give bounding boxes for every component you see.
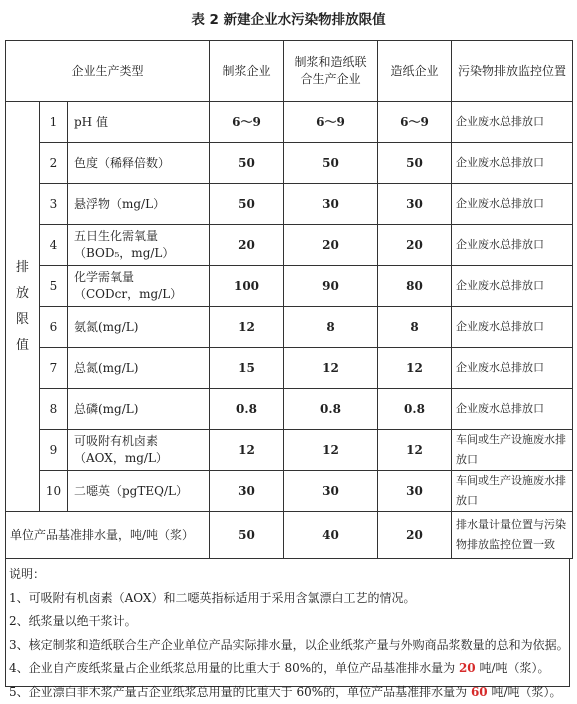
monitor-line1: 企业废水总排放口 xyxy=(456,156,544,169)
monitor-position xyxy=(452,430,573,471)
pollutant-line1: 化学需氧量 xyxy=(74,270,134,284)
pollutant-line1: pH 值 xyxy=(74,115,108,129)
row-number: 2 xyxy=(40,143,68,184)
row-number: 9 xyxy=(40,430,68,471)
table-row xyxy=(6,266,573,307)
note-5-value: 60 xyxy=(471,685,488,699)
joint-value: 50 xyxy=(284,143,378,184)
note-3: 3、核定制浆和造纸联合生产企业单位产品实际排水量，以企业纸浆产量与外购商品浆数量的总和为依据。 xyxy=(9,634,569,658)
footer-position-line2: 物排放监控位置一致 xyxy=(456,538,555,551)
monitor-line1: 企业废水总排放口 xyxy=(456,197,544,210)
monitor-position xyxy=(452,471,573,512)
pollutant-line1: 色度（稀释倍数） xyxy=(74,156,170,170)
footer-position xyxy=(452,512,573,559)
pollutant-line1: 总氮(mg/L) xyxy=(74,361,138,375)
monitor-line1: 企业废水总排放口 xyxy=(456,115,544,128)
pollutant-line2: （CODcr，mg/L） xyxy=(74,287,182,301)
pulp-value: 15 xyxy=(210,348,284,389)
paper-value: 12 xyxy=(378,348,452,389)
paper-value: 12 xyxy=(378,430,452,471)
pollutant-item xyxy=(68,266,210,307)
note-5-unit: 吨/吨（浆）。 xyxy=(488,685,562,699)
joint-value: 30 xyxy=(284,184,378,225)
note-4-text: 4、企业自产废纸浆量占企业纸浆总用量的比重大于 80%的，单位产品基准排水量为 xyxy=(9,661,459,675)
joint-value: 8 xyxy=(284,307,378,348)
monitor-line1: 车间或生产设施废水排 xyxy=(456,433,566,446)
table-row xyxy=(6,225,573,266)
joint-value: 6～9 xyxy=(284,102,378,143)
pulp-value: 20 xyxy=(210,225,284,266)
pollutant-item xyxy=(68,225,210,266)
pollutant-line1: 可吸附有机卤素 xyxy=(74,434,158,448)
monitor-line2: 放口 xyxy=(456,494,478,507)
pollutant-line1: 五日生化需氧量 xyxy=(74,229,158,243)
side-label-char: 值 xyxy=(8,333,37,359)
header-type: 企业生产类型 xyxy=(6,41,210,102)
paper-value: 50 xyxy=(378,143,452,184)
row-number: 5 xyxy=(40,266,68,307)
table-row xyxy=(6,102,573,143)
joint-value: 30 xyxy=(284,471,378,512)
paper-value: 30 xyxy=(378,471,452,512)
footer-label: 单位产品基准排水量，吨/吨（浆） xyxy=(6,512,210,559)
paper-value: 8 xyxy=(378,307,452,348)
monitor-position xyxy=(452,102,573,143)
side-label-char: 排 xyxy=(8,255,37,281)
header-paper: 造纸企业 xyxy=(378,41,452,102)
side-label xyxy=(6,102,40,512)
side-label-char: 放 xyxy=(8,281,37,307)
pollutant-item xyxy=(68,430,210,471)
table-row xyxy=(6,184,573,225)
notes-heading: 说明： xyxy=(9,563,569,587)
monitor-position xyxy=(452,225,573,266)
joint-value: 90 xyxy=(284,266,378,307)
joint-value: 12 xyxy=(284,430,378,471)
monitor-position xyxy=(452,389,573,430)
pollutant-line1: 氨氮(mg/L) xyxy=(74,320,138,334)
pulp-value: 0.8 xyxy=(210,389,284,430)
monitor-line2: 放口 xyxy=(456,453,478,466)
table-row xyxy=(6,471,573,512)
row-number: 4 xyxy=(40,225,68,266)
row-number: 8 xyxy=(40,389,68,430)
pulp-value: 50 xyxy=(210,143,284,184)
row-number: 7 xyxy=(40,348,68,389)
note-4 xyxy=(9,657,569,681)
paper-value: 30 xyxy=(378,184,452,225)
pollutant-line2: （BOD₅，mg/L） xyxy=(74,246,174,260)
table-body xyxy=(6,102,573,512)
note-1: 1、可吸附有机卤素（AOX）和二噁英指标适用于采用含氯漂白工艺的情况。 xyxy=(9,587,569,611)
note-5 xyxy=(9,681,569,704)
table-row xyxy=(6,348,573,389)
row-number: 1 xyxy=(40,102,68,143)
monitor-position xyxy=(452,348,573,389)
footer-joint: 40 xyxy=(284,512,378,559)
header-joint xyxy=(284,41,378,102)
row-number: 6 xyxy=(40,307,68,348)
header-row xyxy=(6,41,573,102)
pollutant-item xyxy=(68,471,210,512)
monitor-line1: 企业废水总排放口 xyxy=(456,402,544,415)
pollutant-item xyxy=(68,143,210,184)
side-label-char: 限 xyxy=(8,307,37,333)
pulp-value: 50 xyxy=(210,184,284,225)
paper-value: 80 xyxy=(378,266,452,307)
pollutant-item xyxy=(68,307,210,348)
row-number: 10 xyxy=(40,471,68,512)
paper-value: 6～9 xyxy=(378,102,452,143)
pulp-value: 100 xyxy=(210,266,284,307)
table-title: 表 2 新建企业水污染物排放限值 xyxy=(0,0,577,40)
footer-row xyxy=(6,512,573,559)
pulp-value: 12 xyxy=(210,430,284,471)
header-joint-line2: 合生产企业 xyxy=(300,72,360,86)
footer-paper: 20 xyxy=(378,512,452,559)
pulp-value: 30 xyxy=(210,471,284,512)
table-row xyxy=(6,307,573,348)
monitor-position xyxy=(452,307,573,348)
monitor-line1: 企业废水总排放口 xyxy=(456,279,544,292)
paper-value: 20 xyxy=(378,225,452,266)
monitor-position xyxy=(452,143,573,184)
pollutant-item xyxy=(68,348,210,389)
pulp-value: 12 xyxy=(210,307,284,348)
joint-value: 0.8 xyxy=(284,389,378,430)
note-2: 2、纸浆量以绝干浆计。 xyxy=(9,610,569,634)
monitor-line1: 企业废水总排放口 xyxy=(456,238,544,251)
joint-value: 20 xyxy=(284,225,378,266)
header-pulp: 制浆企业 xyxy=(210,41,284,102)
emission-limits-table xyxy=(5,40,573,559)
note-4-value: 20 xyxy=(459,661,476,675)
pollutant-line1: 悬浮物（mg/L） xyxy=(74,197,165,211)
table-row xyxy=(6,430,573,471)
pollutant-item xyxy=(68,102,210,143)
monitor-position xyxy=(452,184,573,225)
pollutant-item xyxy=(68,389,210,430)
monitor-line1: 企业废水总排放口 xyxy=(456,320,544,333)
row-number: 3 xyxy=(40,184,68,225)
notes-section xyxy=(5,559,570,687)
joint-value: 12 xyxy=(284,348,378,389)
note-4-unit: 吨/吨（浆）。 xyxy=(476,661,550,675)
pollutant-line1: 二噁英（pgTEQ/L） xyxy=(74,484,188,498)
pulp-value: 6～9 xyxy=(210,102,284,143)
note-5-text: 5、企业漂白非木浆产量占企业纸浆总用量的比重大于 60%的，单位产品基准排水量为 xyxy=(9,685,471,699)
monitor-line1: 车间或生产设施废水排 xyxy=(456,474,566,487)
monitor-position xyxy=(452,266,573,307)
pollutant-line1: 总磷(mg/L) xyxy=(74,402,138,416)
pollutant-line2: （AOX，mg/L） xyxy=(74,451,168,465)
header-joint-line1: 制浆和造纸联 xyxy=(294,55,366,69)
pollutant-item xyxy=(68,184,210,225)
paper-value: 0.8 xyxy=(378,389,452,430)
footer-pulp: 50 xyxy=(210,512,284,559)
monitor-line1: 企业废水总排放口 xyxy=(456,361,544,374)
table-row xyxy=(6,143,573,184)
header-monitor: 污染物排放监控位置 xyxy=(452,41,573,102)
table-row xyxy=(6,389,573,430)
footer-position-line1: 排水量计量位置与污染 xyxy=(456,518,566,531)
